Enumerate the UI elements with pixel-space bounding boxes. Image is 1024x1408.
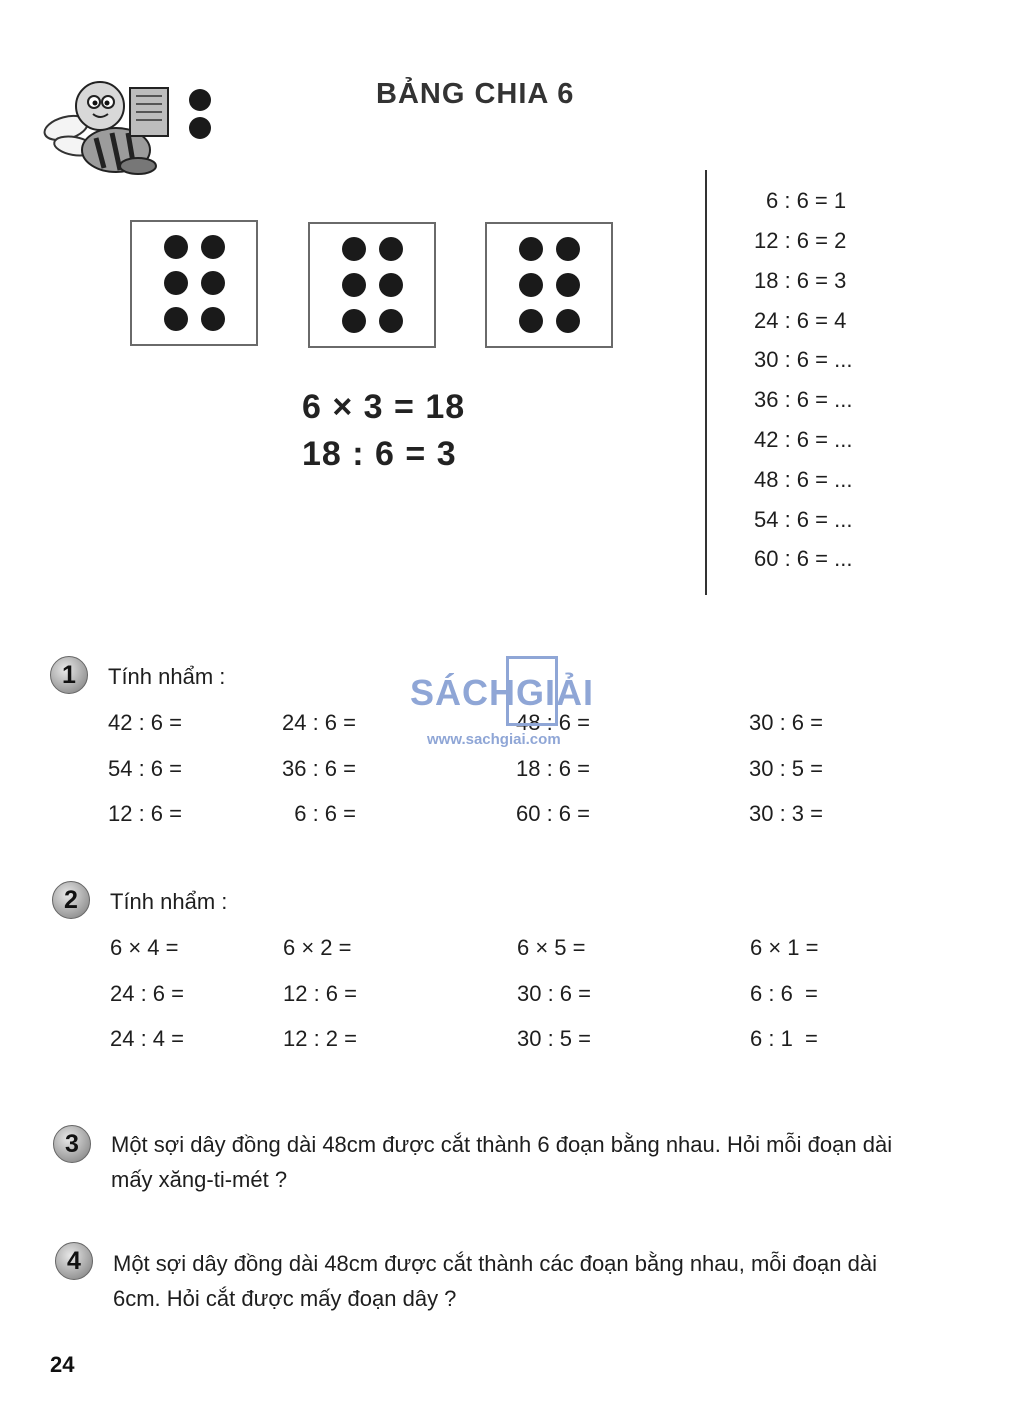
example-division: 18 : 6 = 3 <box>302 435 457 473</box>
calc-item: 6 × 5 = <box>517 935 586 960</box>
calc-item: 6 × 4 = <box>110 935 179 960</box>
dot <box>342 237 366 261</box>
dot <box>556 309 580 333</box>
division-table-row: 54 : 6 = ... <box>754 507 853 532</box>
dot-group-box <box>130 220 258 346</box>
division-table-row: 36 : 6 = ... <box>754 387 853 412</box>
calc-item: 24 : 4 = <box>110 1026 185 1051</box>
dot <box>201 235 225 259</box>
dot <box>201 271 225 295</box>
watermark-url: www.sachgiai.com <box>427 731 561 748</box>
exercise-4-text: Một sợi dây đồng dài 48cm được cắt thành các đoạn bằng nhau, mỗi đoạn dài 6cm. Hỏi cắt được mấy đoạn dây ? <box>113 1251 877 1311</box>
dot <box>519 309 543 333</box>
calc-item: 6 : 6 = <box>282 801 356 826</box>
dot <box>164 235 188 259</box>
calc-item: 6 : 1 = <box>750 1026 818 1051</box>
dot <box>379 309 403 333</box>
calc-item: 6 : 6 = <box>750 981 818 1006</box>
calc-item: 36 : 6 = <box>282 756 357 781</box>
dot <box>164 307 188 331</box>
exercise-3-badge: 3 <box>53 1125 91 1163</box>
calc-item: 48 : 6 = <box>516 710 591 735</box>
calc-item: 24 : 6 = <box>110 981 185 1006</box>
calc-item: 12 : 6 = <box>108 801 183 826</box>
calc-item: 24 : 6 = <box>282 710 357 735</box>
exercise-4-badge: 4 <box>55 1242 93 1280</box>
dot <box>201 307 225 331</box>
dot <box>342 309 366 333</box>
dot <box>379 273 403 297</box>
dot-group-box <box>308 222 436 348</box>
watermark <box>410 656 620 756</box>
calc-item: 12 : 6 = <box>283 981 358 1006</box>
bee-mascot-icon <box>38 78 218 182</box>
division-table-row: 12 : 6 = 2 <box>754 228 847 253</box>
calc-item: 30 : 6 = <box>749 710 824 735</box>
exercise-1-badge: 1 <box>50 656 88 694</box>
dot <box>519 237 543 261</box>
calc-item: 30 : 6 = <box>517 981 592 1006</box>
division-table-row: 48 : 6 = ... <box>754 467 853 492</box>
watermark-brand-left: SÁCH <box>410 672 517 713</box>
exercise-2-heading: Tính nhẩm : <box>110 889 228 914</box>
dot <box>379 237 403 261</box>
division-table-row: 30 : 6 = ... <box>754 347 853 372</box>
watermark-brand <box>410 672 594 714</box>
division-table-row: 24 : 6 = 4 <box>754 308 847 333</box>
watermark-brand-mid: G <box>516 672 546 713</box>
calc-item: 6 × 1 = <box>750 935 819 960</box>
calc-item: 42 : 6 = <box>108 710 183 735</box>
page-title: BẢNG CHIA 6 <box>376 78 575 110</box>
page-number: 24 <box>50 1352 75 1377</box>
dot <box>342 273 366 297</box>
division-table-row: 18 : 6 = 3 <box>754 268 847 293</box>
watermark-brand-right: IẢI <box>545 672 595 713</box>
exercise-3-text: Một sợi dây đồng dài 48cm được cắt thành 6 đoạn bằng nhau. Hỏi mỗi đoạn dài mấy xăng-ti-mét ? <box>111 1132 893 1192</box>
exercise-1-heading: Tính nhẩm : <box>108 664 226 689</box>
calc-item: 12 : 2 = <box>283 1026 358 1051</box>
calc-item: 54 : 6 = <box>108 756 183 781</box>
example-multiplication: 6 × 3 = 18 <box>302 388 466 426</box>
division-table-row: 60 : 6 = ... <box>754 546 853 571</box>
dot <box>556 237 580 261</box>
calc-item: 30 : 5 = <box>517 1026 592 1051</box>
calc-item: 18 : 6 = <box>516 756 591 781</box>
dot <box>519 273 543 297</box>
calc-item: 6 × 2 = <box>283 935 352 960</box>
calc-item: 60 : 6 = <box>516 801 591 826</box>
division-table-row: 6 : 6 = 1 <box>766 188 847 213</box>
division-table-row: 42 : 6 = ... <box>754 427 853 452</box>
dot <box>556 273 580 297</box>
dot-group-box <box>485 222 613 348</box>
exercise-2-badge: 2 <box>52 881 90 919</box>
calc-item: 30 : 5 = <box>749 756 824 781</box>
calc-item: 30 : 3 = <box>749 801 824 826</box>
dot <box>164 271 188 295</box>
table-divider <box>705 170 707 595</box>
